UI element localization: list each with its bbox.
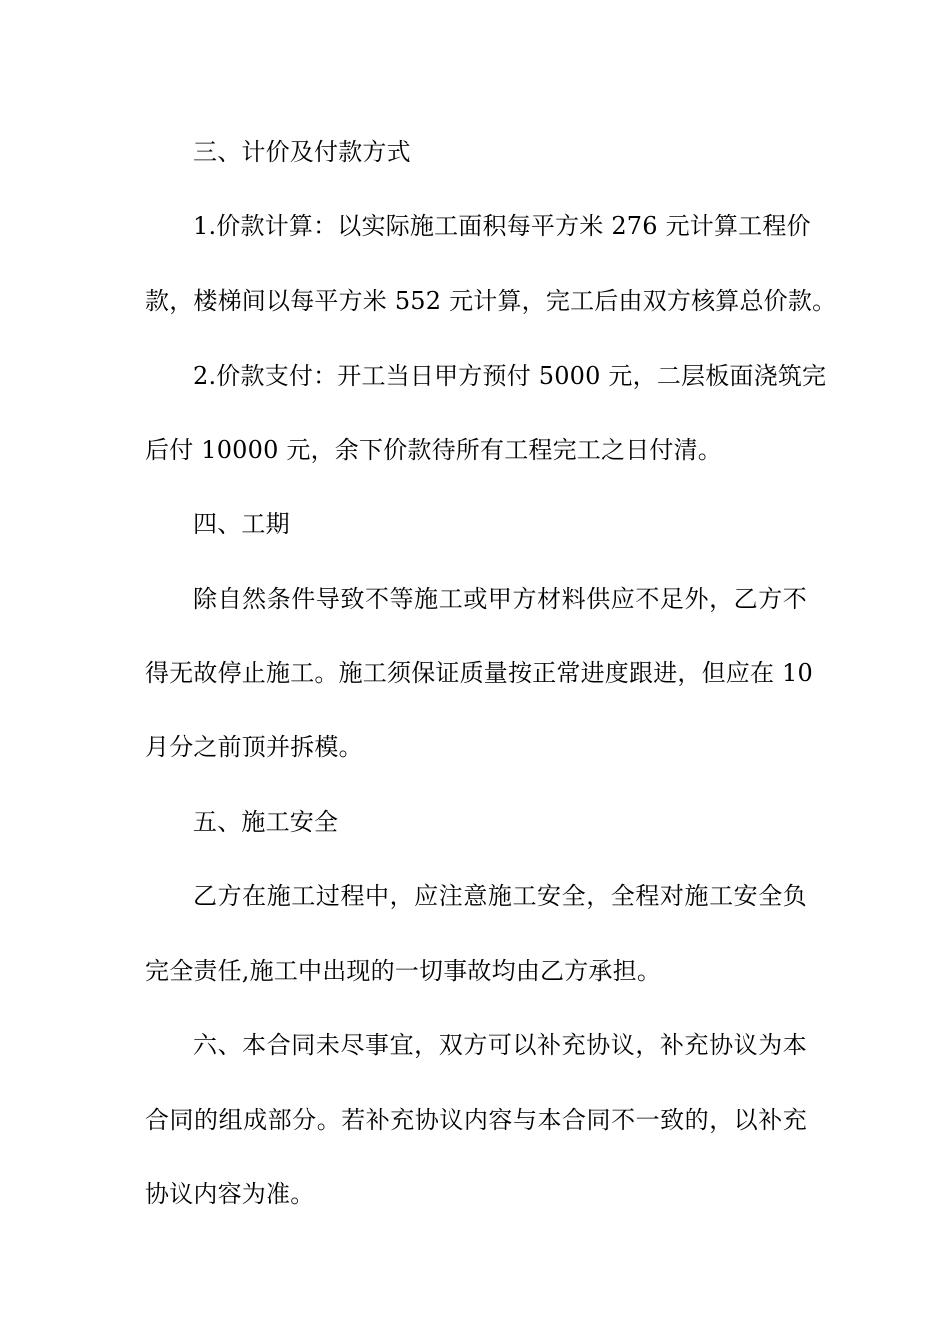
- section-heading-schedule: 四、工期: [193, 510, 290, 538]
- paragraph-line: 得无故停止施工。施工须保证质量按正常进度跟进，但应在 10: [145, 659, 813, 687]
- paragraph-line: 1.价款计算：以实际施工面积每平方米 276 元计算工程价: [193, 212, 811, 240]
- paragraph-line: 协议内容为准。: [145, 1180, 315, 1208]
- section-heading-supplementary: 六、本合同未尽事宜，双方可以补充协议，补充协议为本: [193, 1031, 807, 1059]
- paragraph-line: 完全责任,施工中出现的一切事故均由乙方承担。: [145, 957, 662, 985]
- paragraph-line: 除自然条件导致不等施工或甲方材料供应不足外，乙方不: [193, 585, 807, 613]
- section-heading-safety: 五、施工安全: [193, 808, 339, 836]
- paragraph-line: 款，楼梯间以每平方米 552 元计算，完工后由双方核算总价款。: [145, 287, 837, 315]
- paragraph-line: 2.价款支付：开工当日甲方预付 5000 元，二层板面浇筑完: [193, 362, 827, 390]
- paragraph-line: 合同的组成部分。若补充协议内容与本合同不一致的，以补充: [145, 1106, 807, 1134]
- paragraph-line: 乙方在施工过程中，应注意施工安全，全程对施工安全负: [193, 882, 807, 910]
- section-heading-pricing-payment: 三、计价及付款方式: [193, 138, 411, 166]
- paragraph-line: 后付 10000 元，余下价款待所有工程完工之日付清。: [145, 436, 723, 464]
- paragraph-line: 月分之前顶并拆模。: [145, 733, 363, 761]
